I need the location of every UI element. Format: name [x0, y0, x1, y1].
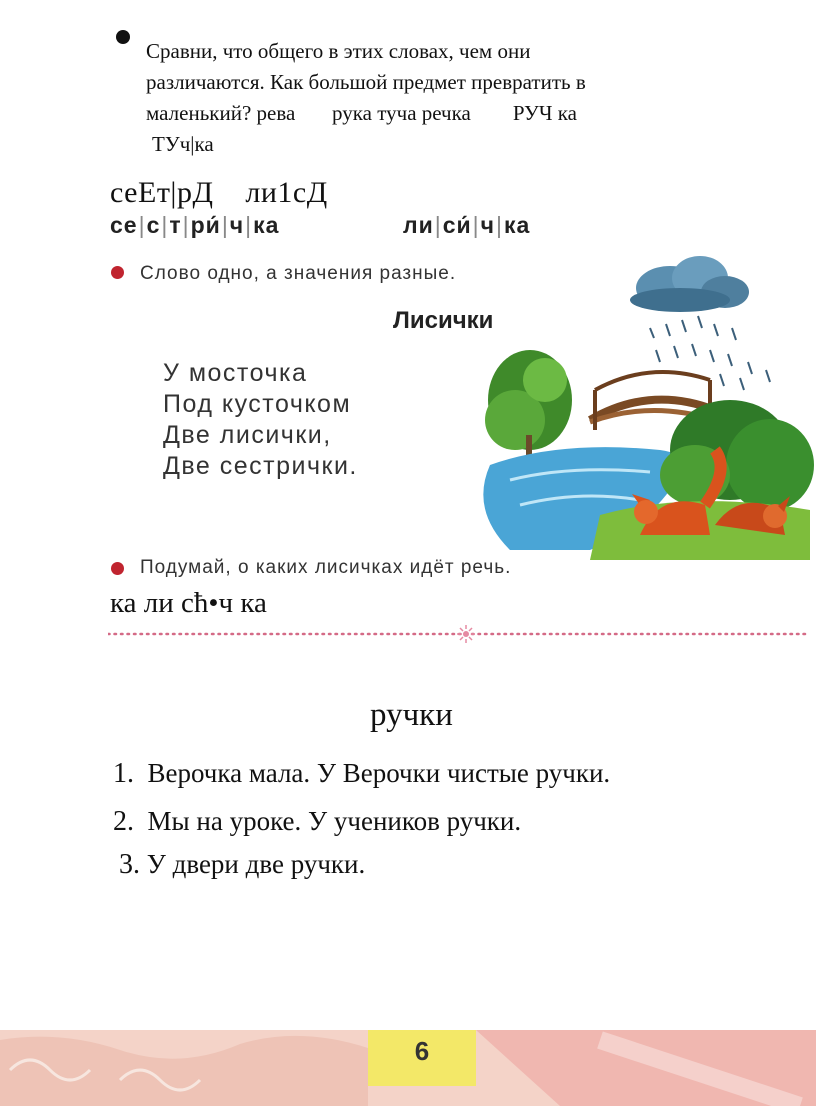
syllable-separator: | [472, 212, 480, 238]
syllable-part: ка [504, 212, 531, 238]
poem-line: Две лисички, [163, 421, 332, 449]
bushes-right-icon [660, 400, 814, 511]
syllable-separator: | [245, 212, 253, 238]
syllable-part: се [110, 212, 138, 238]
question-text: Подумай, о каких лисичках идёт речь. [140, 557, 512, 578]
ocr-text-sister-fox: сеЕт|рД ли1сД [110, 176, 328, 209]
syllable-part: ч [229, 212, 245, 238]
rain-cloud-icon [630, 256, 749, 312]
syllable-separator: | [496, 212, 503, 238]
list-item-number: 1. [113, 758, 134, 789]
list-item-text: Мы на уроке. У учеников ручки. [147, 806, 522, 836]
list-item-number: 2. [113, 806, 134, 837]
syllable-word-fox [403, 212, 530, 239]
ocr-text-fox-syllables: ка ли сћ•ч ка [110, 587, 267, 619]
intro-line-2: различаются. Как большой предмет превратить в [146, 70, 586, 94]
tree-left-icon [485, 350, 572, 465]
poem-title: Лисички [393, 307, 494, 334]
syllable-part: ка [253, 212, 280, 238]
illustration-foxes-by-bridge [470, 250, 816, 560]
section-title: ручки [370, 697, 453, 733]
syllable-separator: | [161, 212, 169, 238]
poem-line: У мосточка [163, 359, 308, 387]
intro-paragraph [146, 36, 706, 160]
syllable-part: ри́ [190, 212, 221, 238]
poem [163, 358, 358, 482]
syllable-part: с [146, 212, 161, 238]
section-heading: Слово одно, а значения разные. [140, 263, 457, 284]
syllable-separator: | [221, 212, 229, 238]
list-item [113, 806, 521, 838]
list-item [119, 849, 365, 881]
syllable-part: т [169, 212, 182, 238]
list-item [113, 758, 610, 790]
syllable-part: ли [403, 212, 434, 238]
flower-ornament-icon [456, 624, 476, 644]
syllable-separator: | [138, 212, 146, 238]
intro-line-4: ТУч|ка [152, 132, 214, 156]
syllable-part: ч [480, 212, 496, 238]
intro-line-1: Сравни, что общего в этих словах, чем они [146, 39, 531, 63]
poem-line: Под кусточком [163, 390, 352, 418]
bullet-dot [116, 30, 130, 44]
syllable-part: си́ [442, 212, 472, 238]
red-bullet-dot [111, 562, 124, 575]
red-bullet-dot [111, 266, 124, 279]
page-number: 6 [414, 1036, 430, 1066]
syllable-separator: | [434, 212, 442, 238]
intro-line-3: маленький? рева рука туча речка РУЧ ка [146, 101, 577, 125]
list-item-text: Верочка мала. У Верочки чистые ручки. [147, 758, 611, 788]
list-item-number: 3. [119, 849, 140, 880]
syllable-word-sister [110, 212, 279, 239]
syllable-separator: | [182, 212, 190, 238]
list-item-text: У двери две ручки. [146, 849, 366, 879]
poem-line: Две сестрички. [163, 452, 358, 480]
